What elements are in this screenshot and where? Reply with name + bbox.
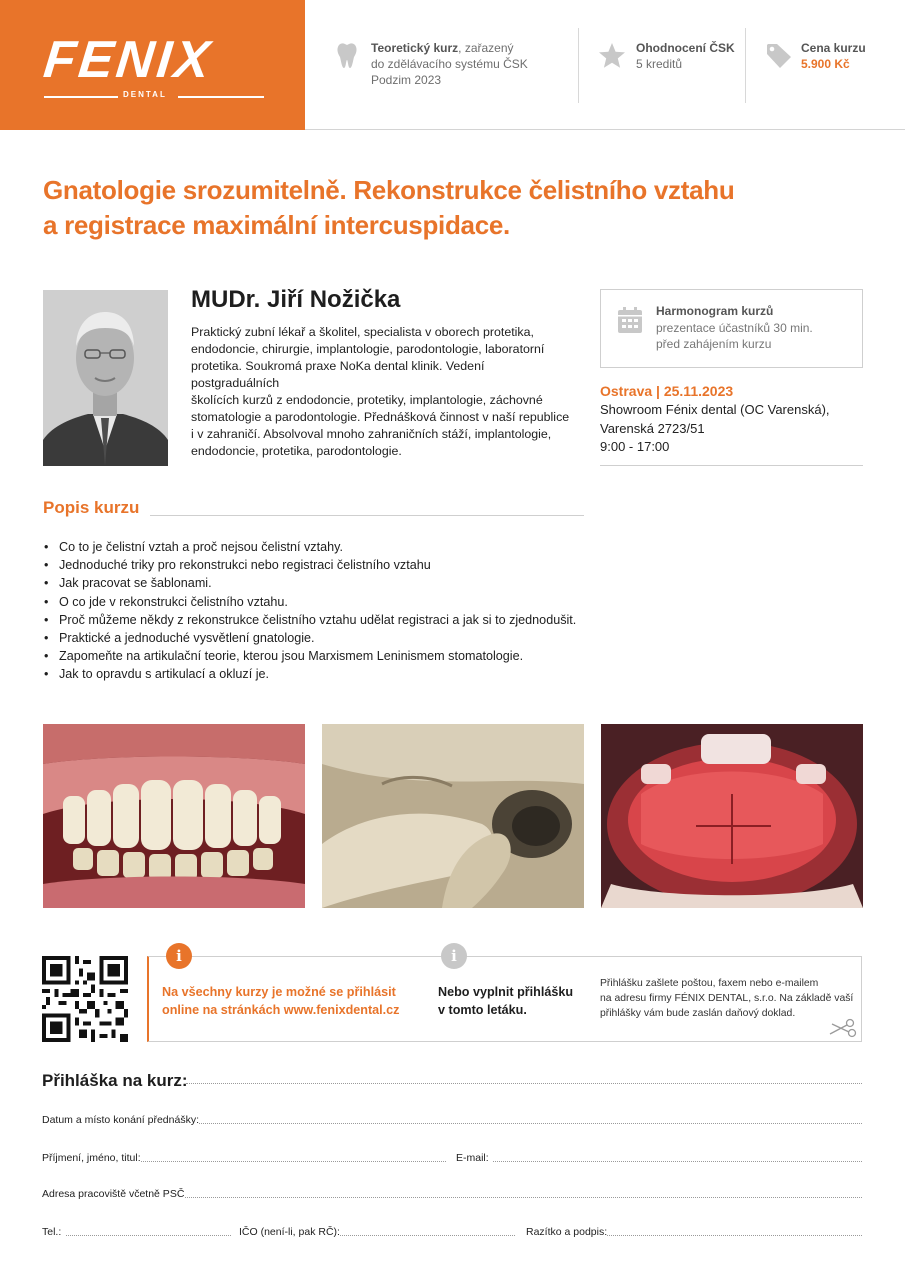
schedule-line-2: před zahájením kurzu xyxy=(656,337,772,351)
star-icon xyxy=(598,42,626,69)
rating-value: 5 kreditů xyxy=(636,57,683,71)
venue-title: Ostrava | 25.11.2023 xyxy=(600,383,734,399)
venue-line-1: Showroom Fénix dental (OC Varenská), xyxy=(600,402,830,417)
header-divider xyxy=(745,28,746,103)
bio-line: i v zahraničí. Absolvoval mnoho zahraničních stáží, implantologie, xyxy=(191,427,552,441)
logo-rule-right xyxy=(178,96,264,98)
page-title xyxy=(43,173,863,243)
list-item: • Praktické a jednoduché vysvětlení gnatologie. xyxy=(43,629,576,647)
tel-field[interactable] xyxy=(66,1234,231,1236)
info-icon: i xyxy=(441,943,467,969)
bio-line: endodoncie, protetika, parodontologie. xyxy=(191,444,402,458)
price-value: 5.900 Kč xyxy=(801,57,850,71)
fill-line-2: v tomto letáku. xyxy=(438,1003,527,1017)
calendar-icon xyxy=(618,307,642,333)
post-line-2: na adresu firmy FÉNIX DENTAL, s.r.o. Na základě vaší xyxy=(600,993,854,1004)
online-line-2[interactable]: online na stránkách www.fenixdental.cz xyxy=(162,1003,400,1017)
header-divider xyxy=(578,28,579,103)
schedule-title: Harmonogram kurzů xyxy=(656,304,774,318)
list-item: • Jak pracovat se šablonami. xyxy=(43,574,576,592)
online-registration-text xyxy=(162,983,422,1019)
occlusion-photo xyxy=(601,724,863,908)
tel-label: Tel.: xyxy=(42,1226,62,1238)
schedule-box xyxy=(600,289,863,368)
postal-instructions xyxy=(600,976,855,1021)
price-info xyxy=(801,40,901,72)
lecturer-photo xyxy=(43,290,168,466)
logo-subtitle: DENTAL xyxy=(123,90,167,99)
scissors-icon xyxy=(828,1018,858,1040)
schedule-text xyxy=(656,320,856,352)
post-line-1: Přihlášku zašlete poštou, faxem nebo e-mailem xyxy=(600,978,819,989)
logo-wordmark: FENIX xyxy=(40,31,216,89)
course-type-bold: Teoretický kurz xyxy=(371,41,459,55)
price-tag-icon xyxy=(765,42,793,70)
course-type-rest: , zařazený xyxy=(458,41,514,55)
date-place-field[interactable] xyxy=(195,1122,862,1124)
bio-line: protetika. Soukromá praxe NoKa dental klinik. Vedení postgraduálních xyxy=(191,359,485,390)
bio-line: endodoncie, chirurgie, implantologie, parodontologie, laboratorní xyxy=(191,342,545,356)
lecturer-name: MUDr. Jiří Nožička xyxy=(191,286,401,313)
name-field[interactable] xyxy=(140,1160,446,1162)
form-title: Přihláška na kurz: xyxy=(42,1071,188,1090)
fill-form-text xyxy=(438,983,588,1019)
section-title-popis: Popis kurzu xyxy=(43,498,140,517)
qr-code[interactable] xyxy=(42,956,128,1042)
tooth-icon xyxy=(336,42,358,70)
ico-label: IČO (není-li, pak RČ): xyxy=(239,1226,340,1238)
list-item: • Jednoduché triky pro rekonstrukci nebo registraci čelistního vztahu xyxy=(43,556,576,574)
bio-line: Praktický zubní lékař a školitel, specialista v oborech protetika, xyxy=(191,325,534,339)
form-title-dots xyxy=(186,1082,862,1084)
logo-block xyxy=(0,0,305,130)
header xyxy=(0,0,905,130)
venue-line-2: Varenská 2723/51 xyxy=(600,421,705,436)
course-type-line2: do zdělávacího systému ČSK xyxy=(371,57,528,71)
bio-line: školících kurzů z endodoncie, protetiky, implantologie, záchovné xyxy=(191,393,543,407)
rating-info xyxy=(636,40,746,72)
venue-time: 9:00 - 17:00 xyxy=(600,439,670,454)
rating-title: Ohodnocení ČSK xyxy=(636,41,735,55)
course-description-list xyxy=(43,538,576,684)
list-item: • Proč můžeme někdy z rekonstrukce čelistního vztahu udělat registraci a jak si to zjednodušit. xyxy=(43,611,576,629)
title-line-1: Gnatologie srozumitelně. Rekonstrukce čelistního vztahu xyxy=(43,175,735,205)
stamp-signature-label: Razítko a podpis: xyxy=(526,1226,608,1238)
bio-line: stomatologie a parodontologie. Přednášková činnost v naší republice xyxy=(191,410,570,424)
course-type-line3: Podzim 2023 xyxy=(371,73,442,87)
skull-photo xyxy=(322,724,584,908)
course-type-info xyxy=(371,40,571,88)
list-item: • Zapomeňte na artikulační teorie, kterou jsou Marxismem Leninismem stomatologie. xyxy=(43,647,576,665)
price-title: Cena kurzu xyxy=(801,41,866,55)
lecturer-bio xyxy=(191,324,576,460)
email-field[interactable] xyxy=(493,1160,862,1162)
list-item: • Co to je čelistní vztah a proč nejsou čelistní vztahy. xyxy=(43,538,576,556)
ico-field[interactable] xyxy=(340,1234,515,1236)
title-line-2: a registrace maximální intercuspidace. xyxy=(43,210,510,240)
logo-rule-left xyxy=(44,96,118,98)
address-field[interactable] xyxy=(180,1196,862,1198)
name-label: Příjmení, jméno, titul: xyxy=(42,1152,141,1164)
list-item: • Jak to opravdu s artikulací a okluzí je. xyxy=(43,665,576,683)
fill-line-1: Nebo vyplnit přihlášku xyxy=(438,985,574,999)
section-divider xyxy=(150,515,584,516)
post-line-3: přihlášky vám bude zaslán daňový doklad. xyxy=(600,1008,796,1019)
list-item: • O co jde v rekonstrukci čelistního vztahu. xyxy=(43,593,576,611)
stamp-signature-field[interactable] xyxy=(606,1234,862,1236)
schedule-line-1: prezentace účastníků 30 min. xyxy=(656,321,813,335)
date-place-label: Datum a místo konání přednášky: xyxy=(42,1114,199,1126)
venue-divider xyxy=(600,465,863,466)
address-label: Adresa pracoviště včetně PSČ xyxy=(42,1188,185,1200)
info-icon: i xyxy=(166,943,192,969)
email-label: E-mail: xyxy=(456,1152,489,1164)
teeth-photo xyxy=(43,724,305,908)
online-line-1: Na všechny kurzy je možné se přihlásit xyxy=(162,985,396,999)
